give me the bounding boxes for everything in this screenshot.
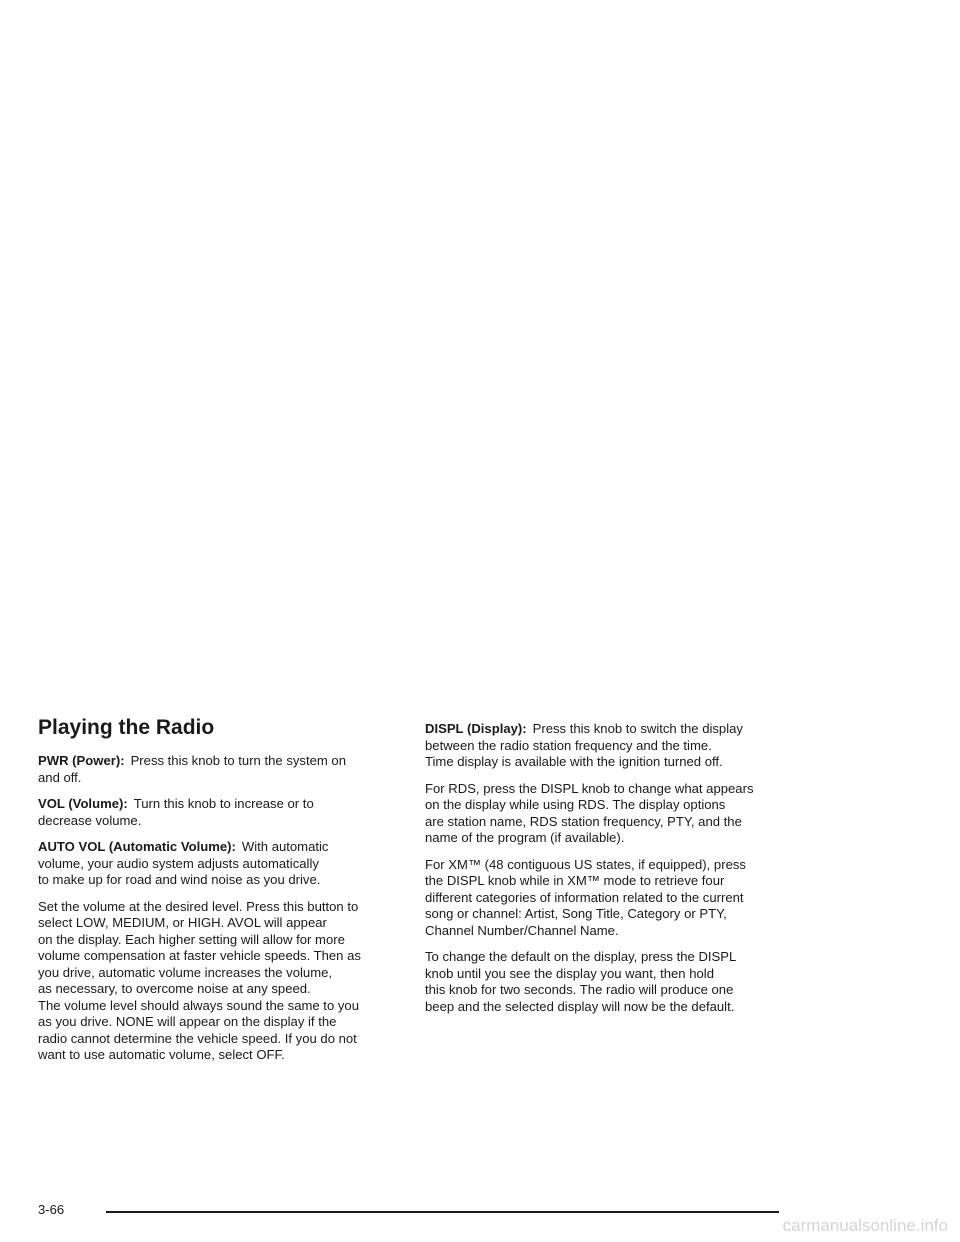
- pwr-text-line-2: and off.: [38, 769, 82, 785]
- pwr-term: PWR (Power):: [38, 753, 125, 768]
- set-volume-line-9: radio cannot determine the vehicle speed. If you do not: [38, 1030, 357, 1046]
- rds-line-4: name of the program (if available).: [425, 830, 625, 845]
- set-volume-line-2: select LOW, MEDIUM, or HIGH. AVOL will appear: [38, 915, 327, 930]
- footer-rule: [106, 1211, 779, 1213]
- set-volume-line-1: Set the volume at the desired level. Press this button to: [38, 898, 359, 914]
- default-line-2: knob until you see the display you want, then hold: [425, 965, 714, 981]
- set-volume-line-10: want to use automatic volume, select OFF.: [38, 1047, 285, 1062]
- vol-text-line-1: Turn this knob to increase or to: [133, 796, 314, 811]
- autovol-term: AUTO VOL (Automatic Volume):: [38, 839, 236, 854]
- vol-text-line-2: decrease volume.: [38, 812, 142, 828]
- autovol-text-line-3: to make up for road and wind noise as you drive.: [38, 872, 321, 887]
- watermark-logo: carmanualsonline.info: [782, 1216, 948, 1235]
- set-volume-line-8: as you drive. NONE will appear on the display if the: [38, 1014, 337, 1029]
- xm-line-3: different categories of information related to the current: [425, 889, 744, 905]
- rds-line-2: on the display while using RDS. The display options: [425, 797, 726, 812]
- default-display-paragraph: [425, 949, 775, 1015]
- left-column: [38, 716, 388, 1074]
- autovol-text-line-2: volume, your audio system adjusts automatically: [38, 855, 319, 871]
- set-volume-line-5: you drive, automatic volume increases the volume,: [38, 964, 333, 980]
- page-number: 3-66: [38, 1202, 65, 1217]
- default-line-4: beep and the selected display will now be the default.: [425, 998, 735, 1014]
- autovol-paragraph: [38, 839, 388, 889]
- xm-line-2: the DISPL knob while in XM™ mode to retrieve four: [425, 873, 725, 888]
- displ-text-line-3: Time display is available with the ignition turned off.: [425, 754, 723, 769]
- right-column: [425, 721, 775, 1025]
- default-line-3: this knob for two seconds. The radio will produce one: [425, 982, 734, 997]
- default-line-1: To change the default on the display, press the DISPL: [425, 949, 737, 964]
- xm-paragraph: [425, 857, 775, 940]
- set-volume-line-6: as necessary, to overcome noise at any speed.: [38, 981, 311, 996]
- vol-paragraph: [38, 796, 388, 829]
- pwr-paragraph: [38, 753, 388, 786]
- pwr-text-line-1: Press this knob to turn the system on: [130, 753, 346, 768]
- autovol-text-line-1: With automatic: [241, 839, 329, 854]
- xm-line-1: For XM™ (48 contiguous US states, if equipped), press: [425, 856, 746, 872]
- rds-paragraph: [425, 781, 775, 847]
- vol-term: VOL (Volume):: [38, 796, 128, 811]
- section-heading: Playing the Radio: [38, 716, 215, 739]
- set-volume-line-3: on the display. Each higher setting will allow for more: [38, 931, 345, 947]
- xm-line-4: song or channel: Artist, Song Title, Category or PTY,: [425, 906, 727, 921]
- rds-line-1: For RDS, press the DISPL knob to change what appears: [425, 780, 754, 796]
- displ-text-line-2: between the radio station frequency and the time.: [425, 737, 712, 753]
- set-volume-paragraph: [38, 899, 388, 1064]
- rds-line-3: are station name, RDS station frequency, PTY, and the: [425, 813, 742, 829]
- xm-line-5: Channel Number/Channel Name.: [425, 922, 619, 938]
- displ-paragraph: [425, 721, 775, 771]
- displ-text-line-1: Press this knob to switch the display: [532, 721, 743, 736]
- set-volume-line-7: The volume level should always sound the same to you: [38, 997, 359, 1013]
- set-volume-line-4: volume compensation at faster vehicle speeds. Then as: [38, 948, 361, 963]
- displ-term: DISPL (Display):: [425, 721, 527, 736]
